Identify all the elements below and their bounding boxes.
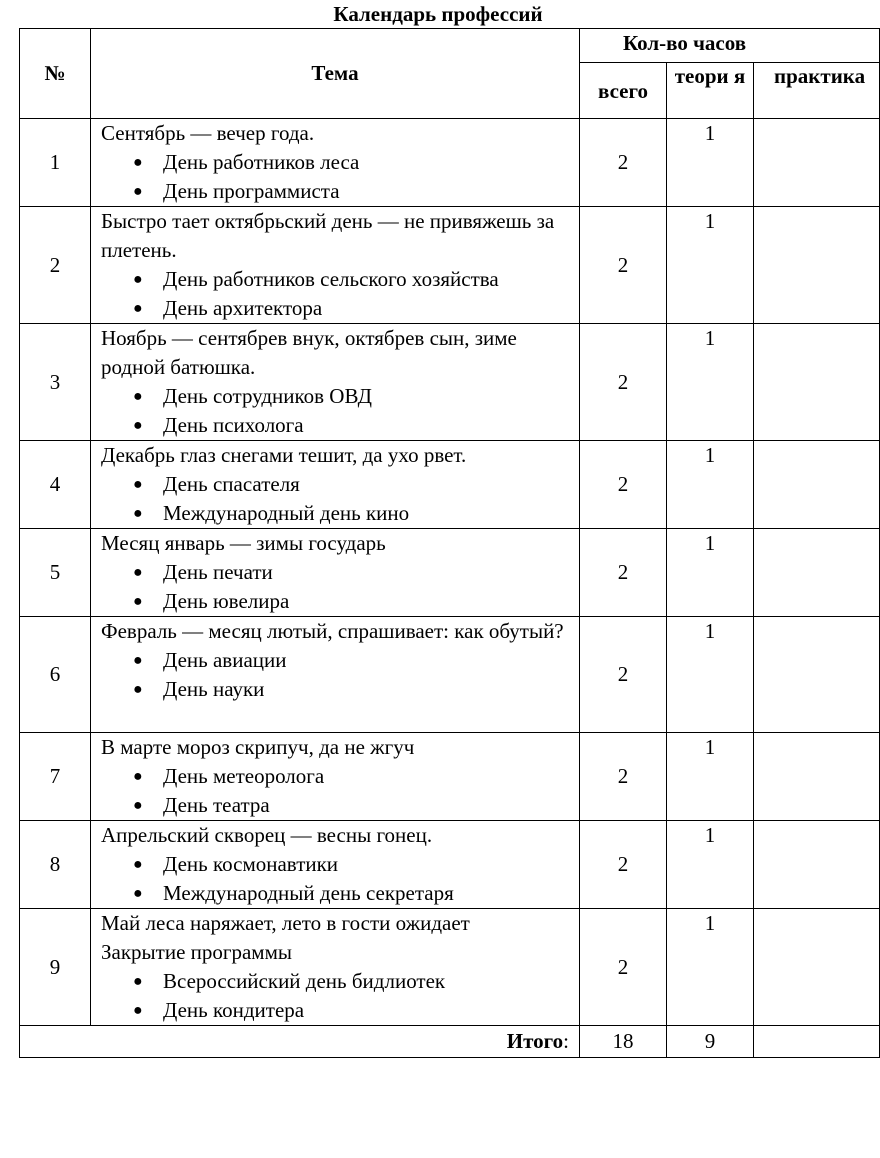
- table-row: [20, 441, 880, 529]
- event-name: День науки: [163, 677, 265, 701]
- bullet-icon: ●: [133, 1002, 143, 1019]
- topic-heading: Сентябрь — вечер года.: [101, 121, 315, 145]
- row-total-hours: 2: [580, 909, 667, 1026]
- topic-heading: Быстро тает октябрьский день — не привяжешь за плетень.: [101, 209, 555, 262]
- row-practice-hours: [754, 119, 880, 207]
- row-practice-hours: [754, 324, 880, 441]
- footer-total-hours: 18: [580, 1026, 667, 1058]
- list-item: [101, 791, 575, 820]
- list-item: [101, 470, 575, 499]
- event-name: Международный день кино: [163, 501, 410, 525]
- row-number: 3: [20, 324, 91, 441]
- bullet-icon: ●: [133, 593, 143, 610]
- row-total-hours: 2: [580, 733, 667, 821]
- bullet-icon: ●: [133, 856, 143, 873]
- bullet-icon: ●: [133, 885, 143, 902]
- event-name: Международный день секретаря: [163, 881, 454, 905]
- topic-heading: В марте мороз скрипуч, да не жгуч: [101, 735, 415, 759]
- event-name: День программиста: [163, 179, 340, 203]
- table-row: [20, 821, 880, 909]
- footer-label-text: Итого: [506, 1029, 564, 1053]
- topic-heading: Май леса наряжает, лето в гости ожидает: [101, 911, 470, 935]
- list-item: [101, 177, 575, 206]
- event-name: День кондитера: [163, 998, 305, 1022]
- event-name: Всероссийский день бидлиотек: [163, 969, 446, 993]
- event-list: [101, 646, 575, 704]
- row-theory-hours: 1: [667, 529, 754, 617]
- row-total-hours: 2: [580, 529, 667, 617]
- table-row: [20, 733, 880, 821]
- row-practice-hours: [754, 207, 880, 324]
- event-list: [101, 470, 575, 528]
- row-theory-hours: 1: [667, 119, 754, 207]
- row-topic: [91, 119, 580, 207]
- list-item: [101, 587, 575, 616]
- header-topic: Тема: [91, 29, 580, 119]
- bullet-icon: ●: [133, 505, 143, 522]
- row-practice-hours: [754, 529, 880, 617]
- row-topic: [91, 441, 580, 529]
- event-name: День работников леса: [163, 150, 360, 174]
- bullet-icon: ●: [133, 768, 143, 785]
- list-item: [101, 762, 575, 791]
- row-theory-hours: 1: [667, 821, 754, 909]
- list-item: [101, 265, 575, 294]
- event-name: День печати: [163, 560, 273, 584]
- header-number: №: [20, 29, 91, 119]
- row-practice-hours: [754, 617, 880, 733]
- event-list: [101, 265, 575, 323]
- profession-calendar-table: [19, 28, 880, 1058]
- row-practice-hours: [754, 441, 880, 529]
- row-topic: [91, 207, 580, 324]
- event-list: [101, 148, 575, 206]
- topic-heading: Месяц январь — зимы государь: [101, 531, 386, 555]
- list-item: [101, 996, 575, 1025]
- table-row: [20, 207, 880, 324]
- table-row: [20, 909, 880, 1026]
- list-item: [101, 675, 575, 704]
- list-item: [101, 558, 575, 587]
- row-number: 9: [20, 909, 91, 1026]
- bullet-icon: ●: [133, 681, 143, 698]
- header-hours: Кол-во часов: [580, 29, 880, 63]
- row-number: 1: [20, 119, 91, 207]
- footer-label-colon: :: [563, 1029, 569, 1053]
- table-body: [20, 119, 880, 1026]
- row-theory-hours: 1: [667, 909, 754, 1026]
- list-item: [101, 411, 575, 440]
- row-topic: [91, 733, 580, 821]
- row-topic: [91, 909, 580, 1026]
- event-name: День архитектора: [163, 296, 323, 320]
- list-item: [101, 646, 575, 675]
- list-item: [101, 967, 575, 996]
- event-name: День спасателя: [163, 472, 300, 496]
- profession-calendar-table-wrapper: [19, 28, 866, 1060]
- row-topic: [91, 821, 580, 909]
- row-topic: [91, 324, 580, 441]
- list-item: [101, 382, 575, 411]
- bullet-icon: ●: [133, 183, 143, 200]
- row-number: 7: [20, 733, 91, 821]
- topic-heading: Декабрь глаз снегами тешит, да ухо рвет.: [101, 443, 467, 467]
- header-practice: практика: [754, 63, 880, 119]
- table-row: [20, 617, 880, 733]
- bullet-icon: ●: [133, 271, 143, 288]
- event-name: День театра: [163, 793, 270, 817]
- event-list: [101, 382, 575, 440]
- row-number: 5: [20, 529, 91, 617]
- row-number: 8: [20, 821, 91, 909]
- event-list: [101, 850, 575, 908]
- row-topic: [91, 617, 580, 733]
- list-item: [101, 879, 575, 908]
- list-item: [101, 850, 575, 879]
- row-number: 6: [20, 617, 91, 733]
- list-item: [101, 148, 575, 177]
- row-practice-hours: [754, 909, 880, 1026]
- row-theory-hours: 1: [667, 617, 754, 733]
- table-row: [20, 529, 880, 617]
- row-total-hours: 2: [580, 207, 667, 324]
- bullet-icon: ●: [133, 388, 143, 405]
- footer-total-label: [20, 1026, 580, 1058]
- row-practice-hours: [754, 821, 880, 909]
- row-total-hours: 2: [580, 119, 667, 207]
- list-item: [101, 499, 575, 528]
- event-name: День авиации: [163, 648, 287, 672]
- bullet-icon: ●: [133, 797, 143, 814]
- footer-practice-hours: [754, 1026, 880, 1058]
- row-topic: [91, 529, 580, 617]
- bullet-icon: ●: [133, 973, 143, 990]
- event-name: День метеоролога: [163, 764, 325, 788]
- row-practice-hours: [754, 733, 880, 821]
- event-name: День космонавтики: [163, 852, 339, 876]
- event-list: [101, 558, 575, 616]
- row-theory-hours: 1: [667, 324, 754, 441]
- topic-heading: Закрытие программы: [101, 940, 292, 964]
- row-total-hours: 2: [580, 821, 667, 909]
- header-total: всего: [580, 63, 667, 119]
- topic-heading: Февраль — месяц лютый, спрашивает: как обутый?: [101, 619, 564, 643]
- event-name: День ювелира: [163, 589, 290, 613]
- row-theory-hours: 1: [667, 733, 754, 821]
- row-theory-hours: 1: [667, 441, 754, 529]
- bullet-icon: ●: [133, 564, 143, 581]
- list-item: [101, 294, 575, 323]
- footer-theory-hours: 9: [667, 1026, 754, 1058]
- row-total-hours: 2: [580, 617, 667, 733]
- bullet-icon: ●: [133, 652, 143, 669]
- topic-heading: Ноябрь — сентябрев внук, октябрев сын, зиме родной батюшка.: [101, 326, 517, 379]
- bullet-icon: ●: [133, 476, 143, 493]
- header-theory: теори я: [667, 63, 754, 119]
- event-name: День сотрудников ОВД: [163, 384, 373, 408]
- header-row-top: [20, 29, 880, 63]
- bullet-icon: ●: [133, 417, 143, 434]
- table-row: [20, 324, 880, 441]
- bullet-icon: ●: [133, 154, 143, 171]
- bullet-icon: ●: [133, 300, 143, 317]
- footer-row: [20, 1026, 880, 1058]
- event-name: День психолога: [163, 413, 304, 437]
- event-name: День работников сельского хозяйства: [163, 267, 499, 291]
- topic-heading: Апрельский скворец — весны гонец.: [101, 823, 433, 847]
- page-title: Календарь профессий: [333, 2, 543, 26]
- table-row: [20, 119, 880, 207]
- row-number: 4: [20, 441, 91, 529]
- row-number: 2: [20, 207, 91, 324]
- row-total-hours: 2: [580, 324, 667, 441]
- event-list: [101, 762, 575, 820]
- row-theory-hours: 1: [667, 207, 754, 324]
- row-total-hours: 2: [580, 441, 667, 529]
- event-list: [101, 967, 575, 1025]
